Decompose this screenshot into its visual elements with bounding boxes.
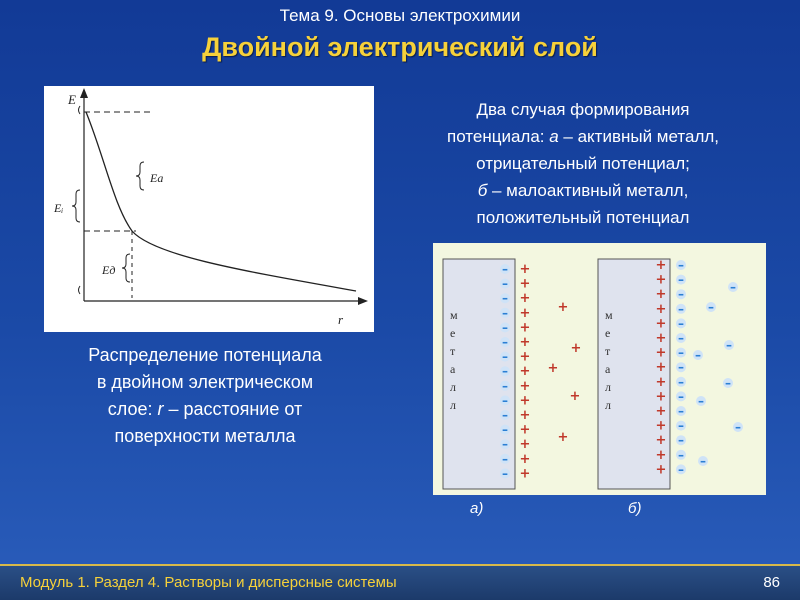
anion-mark: – bbox=[502, 466, 508, 481]
anion-mark: – bbox=[502, 320, 508, 335]
cation-mark: + bbox=[519, 276, 531, 292]
cation-mark: + bbox=[519, 320, 531, 336]
cases-line-3: отрицательный потенциал; bbox=[476, 154, 690, 173]
cases-line-2: потенциала: а – активный металл, bbox=[446, 127, 720, 146]
cases-description bbox=[418, 96, 748, 231]
anion-mark: – bbox=[502, 335, 508, 349]
cation-mark: + bbox=[519, 422, 531, 438]
brace-ea bbox=[136, 162, 144, 190]
cation-mark: + bbox=[655, 374, 667, 390]
anion-mark: – bbox=[678, 389, 684, 404]
metal-letter: м bbox=[450, 308, 458, 322]
anion-mark: – bbox=[730, 280, 736, 294]
anion-mark: – bbox=[678, 433, 684, 448]
metal-letter: а bbox=[605, 362, 611, 376]
x-axis-arrow bbox=[358, 297, 368, 305]
cases-line-5: положительный потенциал bbox=[476, 208, 690, 227]
anion-mark: – bbox=[678, 462, 684, 477]
cation-mark: + bbox=[519, 364, 531, 380]
metal-letter: е bbox=[450, 326, 456, 340]
metal-letter: л bbox=[605, 398, 611, 412]
distribution-description bbox=[40, 342, 370, 450]
cation-mark: + bbox=[655, 389, 667, 405]
cation-mark: + bbox=[655, 272, 667, 288]
y-axis-arrow bbox=[80, 88, 88, 98]
tick-bottom bbox=[79, 286, 81, 294]
anion-mark: – bbox=[695, 348, 701, 362]
cation-mark: + bbox=[655, 301, 667, 317]
anion-mark: – bbox=[698, 394, 704, 408]
diagram-label-a: а) bbox=[470, 500, 484, 517]
tick-top bbox=[79, 106, 81, 114]
label-ed: Eд bbox=[102, 263, 116, 277]
anion-mark: – bbox=[735, 420, 741, 434]
cation-mark: + bbox=[655, 316, 667, 332]
brace-ed bbox=[122, 254, 130, 282]
anion-mark: – bbox=[725, 376, 731, 390]
metal-letter: л bbox=[605, 380, 611, 394]
page-number: 86 bbox=[763, 574, 780, 591]
cation-mark: + bbox=[655, 462, 667, 478]
anion-mark: – bbox=[502, 437, 508, 452]
cases-line-1: Два случая формирования bbox=[476, 100, 690, 119]
double-layer-diagram bbox=[433, 243, 766, 495]
label-ei: Eᵢ bbox=[54, 201, 64, 215]
cation-mark: + bbox=[655, 433, 667, 449]
anion-mark: – bbox=[678, 418, 684, 433]
metal-letter: т bbox=[605, 344, 611, 358]
anion-mark: – bbox=[678, 331, 684, 345]
cation-mark: + bbox=[519, 349, 531, 365]
anion-mark: – bbox=[678, 258, 684, 272]
metal-letter: м bbox=[605, 308, 613, 322]
anion-mark: – bbox=[502, 291, 508, 306]
anion-mark: – bbox=[678, 404, 684, 418]
anion-mark: – bbox=[708, 300, 714, 314]
cation-mark: + bbox=[519, 466, 531, 482]
metal-letter: е bbox=[605, 326, 611, 340]
anion-mark: – bbox=[502, 451, 508, 466]
slide-title: Двойной электрический слой bbox=[202, 32, 598, 62]
cation-mark: + bbox=[519, 437, 531, 453]
label-ea: Ea bbox=[150, 171, 164, 185]
metal-letter: л bbox=[450, 398, 456, 412]
cation-mark: + bbox=[655, 331, 667, 346]
cation-mark: + bbox=[519, 378, 531, 394]
cation-mark: + bbox=[519, 335, 531, 350]
anion-mark: – bbox=[502, 393, 508, 408]
cation-mark: + bbox=[519, 408, 531, 423]
axis-x-label: r bbox=[338, 312, 344, 327]
cation-mark: + bbox=[557, 300, 569, 315]
axis-y-label: E bbox=[68, 92, 76, 107]
cation-mark: + bbox=[655, 287, 667, 303]
diagram-label-b: б) bbox=[628, 500, 642, 517]
metal-letter: л bbox=[450, 380, 456, 394]
anion-mark: – bbox=[502, 305, 508, 320]
anion-mark: – bbox=[726, 338, 732, 352]
anion-mark: – bbox=[502, 378, 508, 393]
anion-mark: – bbox=[678, 316, 684, 331]
anion-mark: – bbox=[678, 374, 684, 389]
topic-title: Тема 9. Основы электрохимии bbox=[279, 6, 521, 25]
cation-mark: + bbox=[655, 345, 667, 361]
anion-mark: – bbox=[700, 454, 706, 468]
cation-mark: + bbox=[519, 262, 531, 277]
distr-line-3: слое: r – расстояние от bbox=[107, 399, 303, 419]
cation-mark: + bbox=[570, 341, 582, 356]
distr-line-1: Распределение потенциала bbox=[88, 345, 322, 365]
anion-mark: – bbox=[678, 345, 684, 360]
distr-line-2: в двойном электрическом bbox=[96, 372, 314, 392]
anion-mark: – bbox=[502, 262, 508, 276]
cation-mark: + bbox=[519, 451, 531, 467]
anion-mark: – bbox=[502, 276, 508, 291]
cation-mark: + bbox=[655, 404, 667, 419]
anion-mark: – bbox=[502, 408, 508, 422]
potential-graph bbox=[44, 86, 374, 332]
anion-mark: – bbox=[502, 349, 508, 364]
cation-mark: + bbox=[519, 305, 531, 321]
metal-letter: а bbox=[450, 362, 456, 376]
cation-mark: + bbox=[655, 447, 667, 463]
cation-mark: + bbox=[569, 389, 581, 404]
cases-line-4: б – малоактивный металл, bbox=[477, 181, 689, 200]
brace-ei bbox=[72, 190, 80, 222]
cation-mark: + bbox=[547, 361, 559, 376]
anion-mark: – bbox=[678, 287, 684, 302]
cation-mark: + bbox=[519, 291, 531, 307]
anion-mark: – bbox=[678, 272, 684, 287]
cation-mark: + bbox=[519, 393, 531, 409]
anion-mark: – bbox=[678, 301, 684, 316]
cation-mark: + bbox=[655, 360, 667, 376]
metal-letter: т bbox=[450, 344, 456, 358]
footer-module: Модуль 1. Раздел 4. Растворы и дисперсные системы bbox=[20, 574, 397, 591]
anion-mark: – bbox=[502, 364, 508, 379]
cation-mark: + bbox=[655, 258, 667, 273]
anion-mark: – bbox=[678, 447, 684, 462]
cation-mark: + bbox=[655, 418, 667, 434]
distr-line-4: поверхности металла bbox=[114, 426, 296, 446]
anion-mark: – bbox=[678, 360, 684, 375]
anion-mark: – bbox=[502, 422, 508, 437]
cation-mark: + bbox=[557, 430, 569, 445]
potential-curve bbox=[86, 112, 356, 291]
